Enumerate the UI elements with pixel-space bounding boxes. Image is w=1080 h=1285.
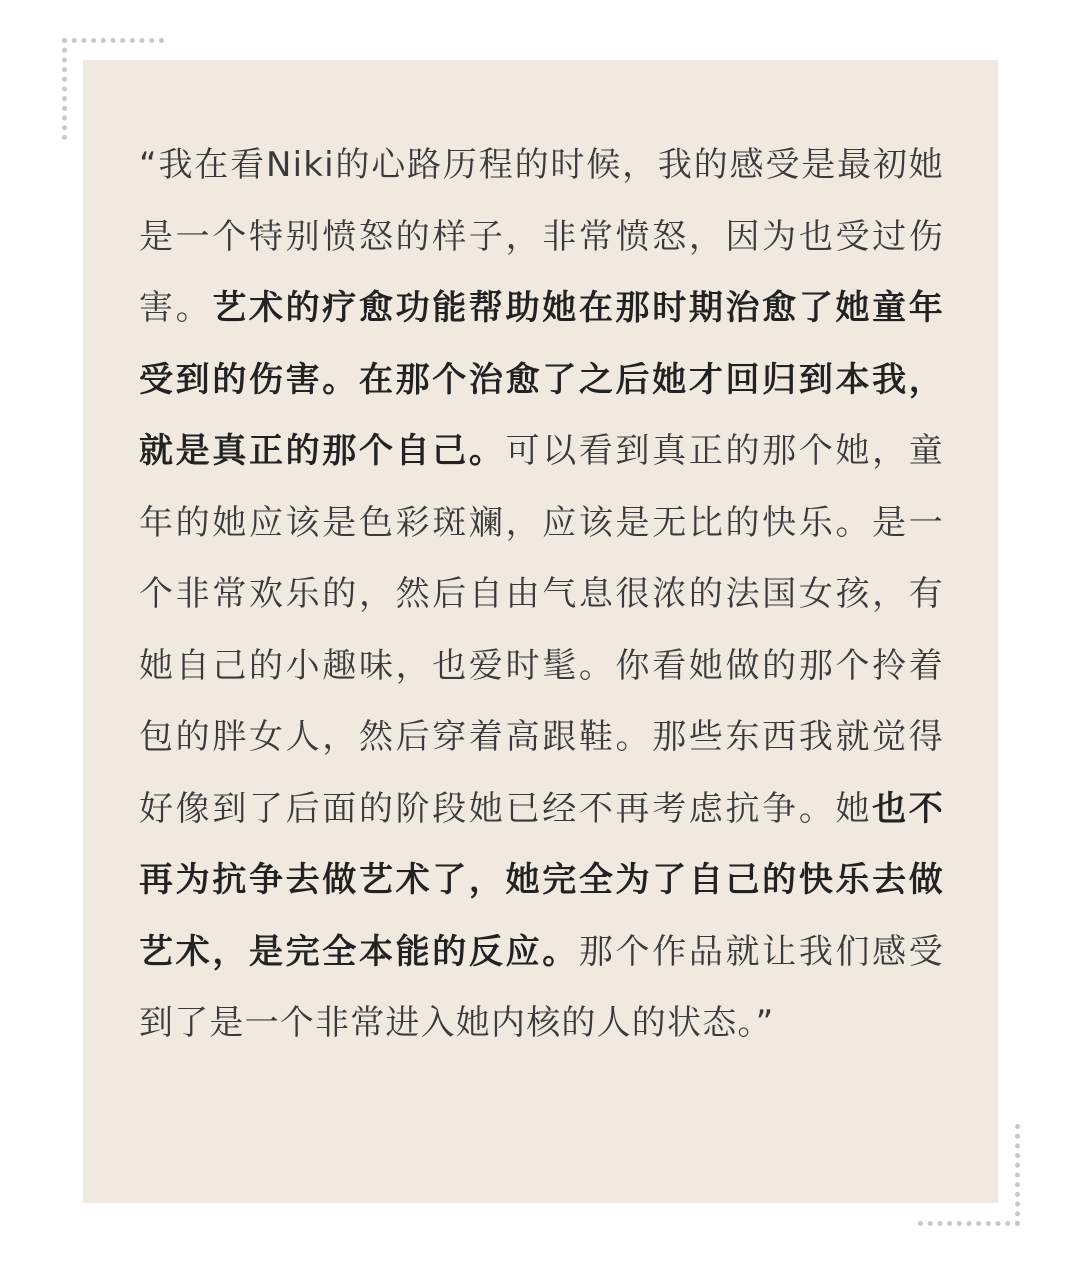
quote-text [139, 130, 944, 1060]
quote-segment-4-bold: 也不再为抗争去做艺术了，她完全为了自己的快乐去做艺术，是完全本能的反应。 [139, 788, 944, 972]
quote-segment-5: 那个作品就让我们感受到了是一个非常进入她内核的人的状态。” [139, 931, 945, 1043]
quote-segment-1: “我在看Niki的心路历程的时候，我的感受是最初她是一个特别愤怒的样子，非常愤怒，因为也受过伤害。 [139, 145, 944, 328]
quote-segment-2-bold: 艺术的疗愈功能帮助她在那时期治愈了她童年受到的伤害。在那个治愈了之后她才回归到本我，就是真正的那个自己。 [139, 288, 945, 471]
quote-card [83, 60, 998, 1203]
quote-segment-3: 可以看到真正的那个她，童年的她应该是色彩斑斓，应该是无比的快乐。是一个非常欢乐的，然后自由气息很浓的法国女孩，有她自己的小趣味，也爱时髦。你看她做的那个拎着包的胖女人，然后穿着高跟鞋。那些东西我就觉得好像到了后面的阶段她已经不再考虑抗争。她 [139, 431, 945, 829]
